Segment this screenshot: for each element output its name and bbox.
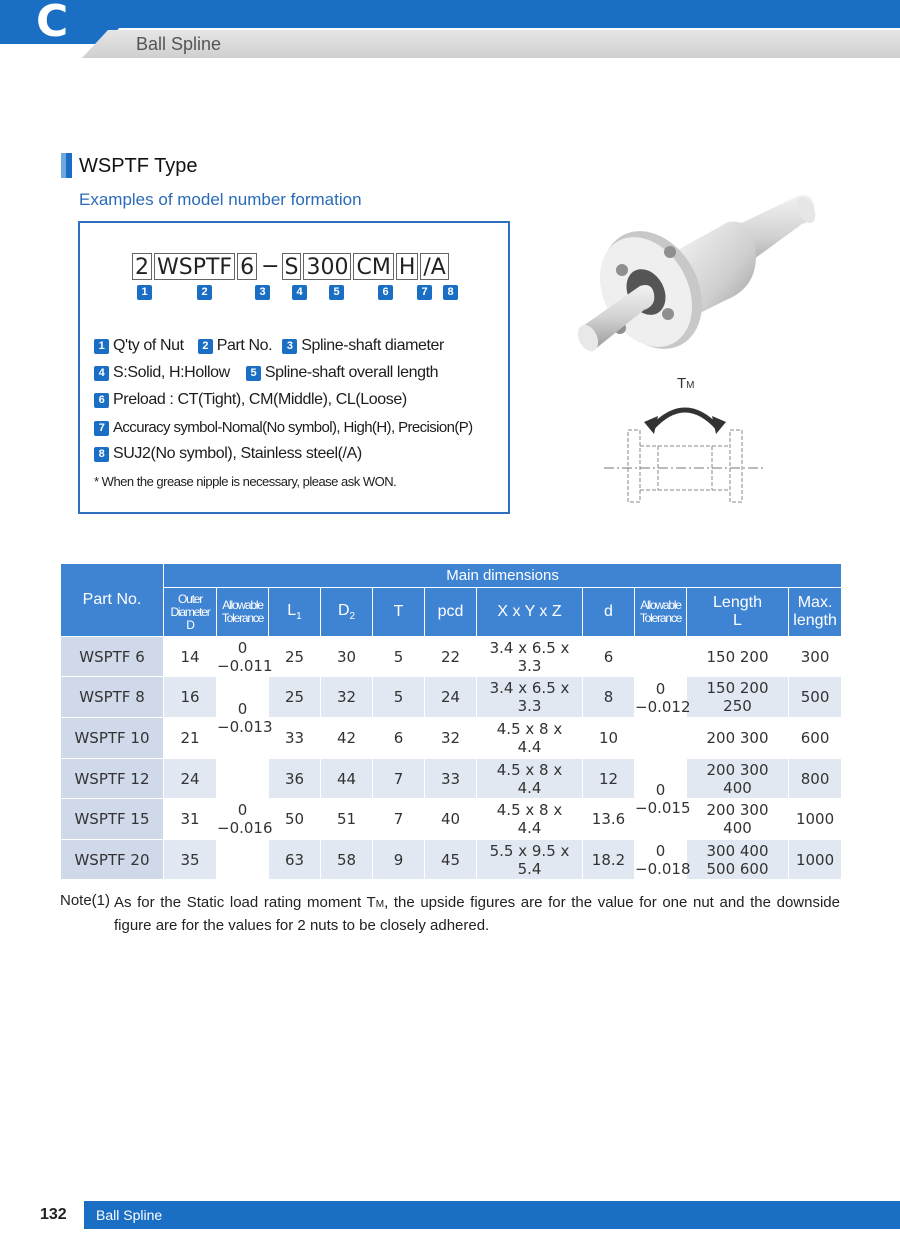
cell-t: 5: [373, 677, 425, 718]
chapter-title: Ball Spline: [136, 34, 222, 54]
table-row: [61, 840, 842, 880]
badge-2: 2: [197, 285, 212, 300]
badge-7: 7: [417, 285, 432, 300]
cell-l1: 25: [269, 637, 321, 677]
cell-max-length: 800: [789, 759, 842, 799]
code-part: WSPTF: [154, 253, 235, 280]
legend-diameter: Spline-shaft diameter: [301, 337, 444, 354]
cell-part: WSPTF 10: [61, 718, 164, 759]
header-pcd: pcd: [425, 588, 477, 637]
cross-section-outline: [628, 430, 742, 502]
cell-length: 150 200: [687, 637, 789, 677]
cell-t: 6: [373, 718, 425, 759]
cell-tolerance-inner: 0 −0.018: [635, 841, 691, 878]
cell-part: WSPTF 8: [61, 677, 164, 718]
badge-3: 3: [255, 285, 270, 300]
badge-8: 8: [443, 285, 458, 300]
header-length: Length L: [687, 588, 789, 637]
cell-length: 150 200 250: [687, 677, 789, 718]
header-max-length: Max. length: [789, 588, 842, 637]
table-row: [61, 759, 842, 799]
cell-tolerance-inner: 0 −0.015: [635, 759, 687, 840]
legend-length: Spline-shaft overall length: [264, 364, 439, 381]
footer-title: Ball Spline: [96, 1207, 163, 1223]
cell-t: 7: [373, 759, 425, 799]
cell-d2: 30: [321, 637, 373, 677]
table-row: [61, 718, 842, 759]
note-text: As for the Static load rating moment TM, the upside figures are for the value for one nut and the downside figure are for the values for 2 nuts to be closely adhered.: [114, 894, 840, 934]
cell-xyz: 4.5 x 8 x 4.4: [477, 799, 583, 840]
section-subtitle: Examples of model number formation: [79, 190, 362, 209]
header-l1: $L_1$: [269, 588, 321, 637]
legend-note: * When the grease nipple is necessary, please ask WON.: [94, 474, 397, 489]
cell-l1: 25: [269, 677, 321, 718]
cell-xyz: 5.5 x 9.5 x 5.4: [477, 840, 583, 880]
moment-label: TM: [677, 375, 695, 392]
cell-pcd: 40: [425, 799, 477, 840]
legend-material: SUJ2(No symbol), Stainless steel(/A): [113, 445, 362, 462]
legend-badge-5: 5: [246, 366, 261, 381]
cell-t: 5: [373, 637, 425, 677]
header-tolerance-inner: Allowable Tolerance: [635, 588, 687, 637]
cell-l1: 36: [269, 759, 321, 799]
legend-badge-2: 2: [198, 339, 213, 354]
legend-part: Part No.: [216, 337, 273, 354]
legend-badge-6: 6: [94, 393, 109, 408]
cell-outer-d: 35: [164, 840, 217, 880]
footer-bar: [84, 1201, 900, 1229]
code-length: 300: [303, 253, 351, 280]
cell-t: 9: [373, 840, 425, 880]
badge-5: 5: [329, 285, 344, 300]
cell-length: 200 300 400: [687, 799, 789, 840]
cell-pcd: 22: [425, 637, 477, 677]
cell-part: WSPTF 6: [61, 637, 164, 677]
cell-pcd: 33: [425, 759, 477, 799]
header-part-no: Part No.: [61, 564, 164, 637]
legend-line-3: [94, 391, 407, 409]
code-shaft-type: S: [282, 253, 302, 280]
cell-max-length: 300: [789, 637, 842, 677]
section-title: WSPTF Type: [79, 155, 198, 177]
cell-outer-d: 16: [164, 677, 217, 718]
cell-pcd: 24: [425, 677, 477, 718]
cell-d2: 44: [321, 759, 373, 799]
cell-xyz: 3.4 x 6.5 x 3.3: [477, 677, 583, 718]
code-separator: −: [261, 253, 280, 279]
cell-max-length: 1000: [789, 799, 842, 840]
cell-part: WSPTF 20: [61, 840, 164, 880]
cell-d2: 58: [321, 840, 373, 880]
header-tolerance-outer: Allowable Tolerance: [217, 588, 269, 637]
legend-badge-8: 8: [94, 447, 109, 462]
cell-outer-d: 24: [164, 759, 217, 799]
cell-t: 7: [373, 799, 425, 840]
header-outer-diameter: Outer Diameter D: [164, 588, 217, 637]
cell-d: 12: [583, 759, 635, 799]
cell-d: 8: [583, 677, 635, 718]
legend-accuracy: Accuracy symbol-Nomal(No symbol), High(H), Precision(P): [113, 419, 473, 436]
cell-d: 18.2: [583, 840, 635, 880]
page-number: 132: [40, 1206, 67, 1223]
legend-badge-4: 4: [94, 366, 109, 381]
cell-d: 10: [583, 718, 635, 759]
code-preload: CM: [353, 253, 393, 280]
cell-part: WSPTF 15: [61, 799, 164, 840]
cell-part: WSPTF 12: [61, 759, 164, 799]
badge-1: 1: [137, 285, 152, 300]
cell-max-length: 600: [789, 718, 842, 759]
cell-l1: 33: [269, 718, 321, 759]
cell-l1: 50: [269, 799, 321, 840]
cell-d: 13.6: [583, 799, 635, 840]
code-qty: 2: [132, 253, 152, 280]
cell-xyz: 3.4 x 6.5 x 3.3: [477, 637, 583, 677]
legend-line-1: [94, 337, 444, 355]
cell-length: 200 300 400: [687, 759, 789, 799]
cell-pcd: 45: [425, 840, 477, 880]
header-bar: [0, 0, 900, 28]
cell-length: 300 400 500 600: [687, 840, 789, 880]
code-accuracy: H: [396, 253, 419, 280]
model-code: [132, 252, 451, 280]
legend-line-5: [94, 445, 362, 463]
dimensions-table: [60, 563, 842, 880]
legend-badge-3: 3: [282, 339, 297, 354]
table-row: [61, 677, 842, 718]
legend-badge-1: 1: [94, 339, 109, 354]
cell-xyz: 4.5 x 8 x 4.4: [477, 759, 583, 799]
ball-spline-image: [560, 178, 840, 358]
cell-max-length: 1000: [789, 840, 842, 880]
cell-d: 6: [583, 637, 635, 677]
header-xyz: X x Y x Z: [477, 588, 583, 637]
code-diameter: 6: [237, 253, 257, 280]
legend-line-2: [94, 364, 438, 382]
cell-d2: 32: [321, 677, 373, 718]
cell-max-length: 500: [789, 677, 842, 718]
moment-arrow: [652, 410, 718, 428]
model-number-box: [78, 221, 510, 514]
cell-d2: 42: [321, 718, 373, 759]
chapter-letter: C: [36, 0, 69, 47]
cell-tolerance-inner: 0 −0.012: [635, 637, 687, 759]
header-main-dimensions: Main dimensions: [164, 564, 842, 588]
legend-qty: Q'ty of Nut: [113, 337, 184, 354]
table-row: [61, 637, 842, 677]
cell-pcd: 32: [425, 718, 477, 759]
cell-d2: 51: [321, 799, 373, 840]
cell-length: 200 300: [687, 718, 789, 759]
table-row: [61, 799, 842, 840]
cell-xyz: 4.5 x 8 x 4.4: [477, 718, 583, 759]
cell-l1: 63: [269, 840, 321, 880]
legend-preload: Preload : CT(Tight), CM(Middle), CL(Loose): [113, 391, 407, 408]
cell-tolerance-outer: 0 −0.013: [217, 677, 269, 759]
badge-4: 4: [292, 285, 307, 300]
cell-outer-d: 14: [164, 637, 217, 677]
note-label: Note(1): [60, 892, 111, 909]
cell-outer-d: 31: [164, 799, 217, 840]
header-d2: $D_2$: [321, 588, 373, 637]
header-d: d: [583, 588, 635, 637]
badge-6: 6: [378, 285, 393, 300]
legend-badge-7: 7: [94, 421, 109, 436]
moment-diagram: [600, 372, 770, 512]
section-marker-light: [61, 153, 66, 178]
legend-line-4: [94, 419, 473, 436]
cell-outer-d: 21: [164, 718, 217, 759]
legend-solid: S:Solid, H:Hollow: [113, 364, 230, 381]
code-material: /A: [420, 253, 448, 280]
cell-tolerance-outer: 0 −0.011: [217, 638, 273, 675]
header-t: T: [373, 588, 425, 637]
cell-tolerance-outer: 0 −0.016: [217, 759, 269, 880]
